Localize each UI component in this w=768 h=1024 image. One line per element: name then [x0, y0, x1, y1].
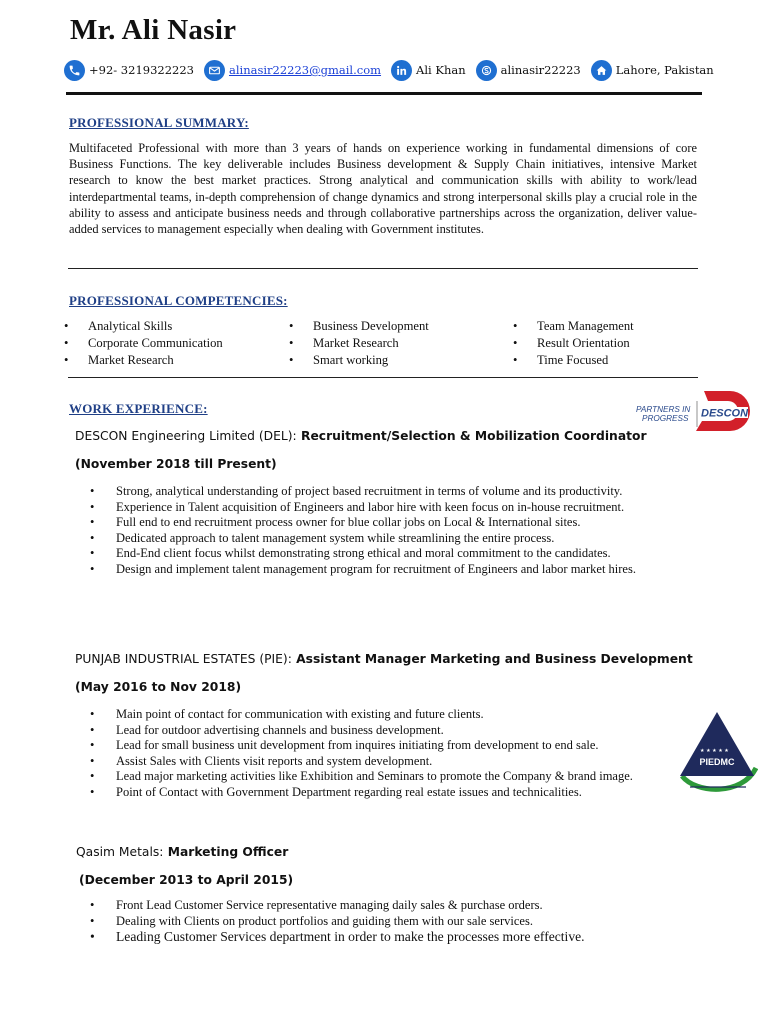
descon-logo	[634, 389, 750, 437]
job-company: PUNJAB INDUSTRIAL ESTATES (PIE):	[75, 652, 292, 666]
competency-item: • Market Research	[64, 352, 223, 369]
email-link[interactable]: alinasir22223@gmail.com	[228, 63, 382, 77]
summary-divider	[68, 268, 698, 269]
list-item: • Assist Sales with Clients visit reports and system development.	[90, 754, 665, 770]
list-item: • Point of Contact with Government Department regarding real estate issues and technicalities.	[90, 785, 665, 801]
list-item: • Main point of contact for communication with existing and future clients.	[90, 707, 665, 723]
list-item: • Dedicated approach to talent management system while streamlining the entire process.	[90, 531, 690, 547]
contact-skype	[476, 60, 581, 81]
summary-heading: PROFESSIONAL SUMMARY:	[69, 115, 249, 130]
descon-tagline-1: PARTNERS IN	[636, 405, 691, 414]
competencies-heading: PROFESSIONAL COMPETENCIES:	[69, 293, 288, 308]
list-item: • Full end to end recruitment process owner for blue collar jobs on Local & International sites.	[90, 515, 690, 531]
descon-tagline-2: PROGRESS	[642, 414, 689, 423]
job-2-bullets	[90, 707, 665, 801]
skype-id: alinasir22223	[500, 63, 581, 77]
list-item: • Strong, analytical understanding of project based recruitment in terms of volume and its productivity.	[90, 484, 690, 500]
piedmc-logo	[676, 710, 758, 796]
job-2-dates: (May 2016 to Nov 2018)	[75, 680, 242, 694]
competencies-column-1	[64, 318, 223, 369]
list-item: • Lead for small business unit development from inquires initiating from development to end sale.	[90, 738, 665, 754]
svg-text:★ ★ ★ ★ ★: ★ ★ ★ ★ ★	[700, 748, 729, 754]
competencies-divider	[68, 377, 698, 378]
location-text: Lahore, Pakistan	[615, 63, 714, 77]
experience-heading: WORK EXPERIENCE:	[69, 401, 208, 416]
piedmc-wordmark: PIEDMC	[699, 757, 735, 767]
summary-text: Multifaceted Professional with more than 3 years of hands on experience working in fundamental dimensions of core Business Functions. The key deliverable includes Business development & Supply Chain initiatives, intensive Market research to know the best market practices. Strong analytical and communication skills with ability to work/lead interdepartmental teams, in-depth comprehension of change dynamics and strong interpersonal skills play a crucial role in the ability to assess and anticipate business needs and through collaborative partnerships across the organization, deliver value-added services to management especially when dealing with Government institutes.	[69, 141, 697, 237]
competency-item: • Team Management	[513, 318, 634, 335]
descon-wordmark: DESCON	[701, 407, 749, 420]
contact-location	[591, 60, 714, 81]
contact-phone	[64, 60, 194, 81]
competencies-column-2	[289, 318, 429, 369]
list-item: • Leading Customer Services department in order to make the processes more effective.	[90, 929, 690, 945]
job-2-title	[75, 652, 693, 666]
email-icon	[204, 60, 225, 81]
skype-icon	[476, 60, 497, 81]
job-3-title	[76, 845, 288, 859]
list-item: • Design and implement talent management program for recruitment of Engineers and labor market hires.	[90, 562, 690, 578]
job-role: Marketing Officer	[163, 845, 289, 859]
home-icon	[591, 60, 612, 81]
competency-item: • Market Research	[289, 335, 429, 352]
contact-linkedin	[391, 60, 466, 81]
job-3-dates: (December 2013 to April 2015)	[79, 873, 294, 887]
competency-item: • Time Focused	[513, 352, 634, 369]
list-item: • Lead major marketing activities like Exhibition and Seminars to promote the Company & brand image.	[90, 769, 665, 785]
job-3-bullets	[90, 898, 690, 945]
competency-item: • Smart working	[289, 352, 429, 369]
job-role: Assistant Manager Marketing and Business Development	[291, 652, 693, 666]
linkedin-name: Ali Khan	[416, 63, 466, 77]
list-item: • Experience in Talent acquisition of Engineers and labor hire with keen focus on in-house recruitment.	[90, 500, 690, 516]
contact-bar	[64, 58, 724, 82]
competency-item: • Analytical Skills	[64, 318, 223, 335]
list-item: • End-End client focus whilst demonstrating strong ethical and moral commitment to the candidates.	[90, 546, 690, 562]
candidate-name: Mr. Ali Nasir	[70, 14, 237, 46]
phone-number: +92- 3219322223	[89, 63, 194, 77]
header-divider	[66, 92, 702, 95]
competency-item: • Corporate Communication	[64, 335, 223, 352]
job-role: Recruitment/Selection & Mobilization Coordinator	[296, 429, 647, 443]
competencies-column-3	[513, 318, 634, 369]
job-1-dates: (November 2018 till Present)	[75, 457, 277, 471]
phone-icon	[64, 60, 85, 81]
job-company: DESCON Engineering Limited (DEL):	[75, 429, 297, 443]
job-1-bullets	[90, 484, 690, 578]
list-item: • Lead for outdoor advertising channels and business development.	[90, 723, 665, 739]
job-company: Qasim Metals:	[76, 845, 164, 859]
competency-item: • Result Orientation	[513, 335, 634, 352]
competency-item: • Business Development	[289, 318, 429, 335]
contact-email[interactable]	[204, 60, 381, 81]
linkedin-icon	[391, 60, 412, 81]
job-1-title	[75, 429, 647, 443]
list-item: • Dealing with Clients on product portfolios and guiding them with our sale services.	[90, 914, 690, 930]
list-item: • Front Lead Customer Service representative managing daily sales & purchase orders.	[90, 898, 690, 914]
